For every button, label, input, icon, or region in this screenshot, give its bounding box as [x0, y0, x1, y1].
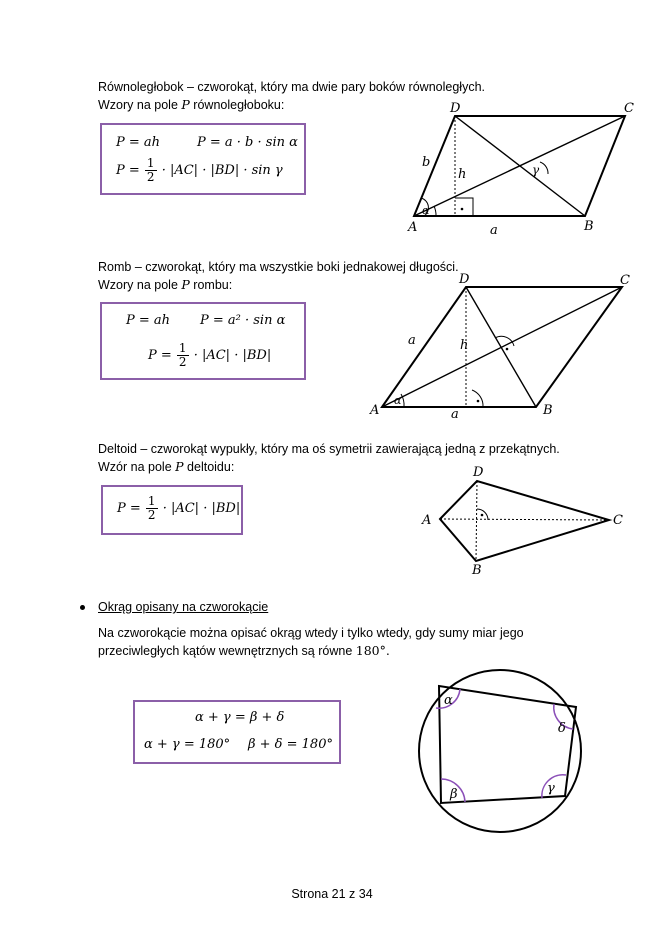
section-title: Okrąg opisany na czworokącie	[98, 600, 269, 614]
vertex-b: B	[543, 403, 553, 418]
fraction-half: $\frac{1}{2}$	[147, 494, 156, 522]
formula-area-diagonals: P = $\frac{1}{2}$ · |AC| · |BD|	[148, 341, 272, 369]
vertex-c: C	[613, 513, 623, 528]
vertex-c: C	[624, 101, 634, 116]
vertex-a: A	[422, 513, 432, 528]
fraction-half: $\frac{1}{2}$	[146, 156, 155, 184]
rhombus-diagram	[366, 270, 636, 425]
vertex-b: B	[472, 563, 482, 578]
vertex-d: D	[450, 101, 461, 116]
vertex-d: D	[473, 465, 484, 480]
height-label: h	[460, 338, 469, 353]
parallelogram-formula-box	[100, 123, 306, 195]
cyclic-condition-line2: przeciwległych kątów wewnętrznych są równe 180°.	[98, 643, 390, 658]
side-a-label: a	[490, 223, 498, 238]
vertex-d: D	[459, 272, 470, 287]
vertex-a: A	[370, 403, 380, 418]
vertex-a: A	[408, 220, 418, 235]
formula-area-diagonals: P = $\frac{1}{2}$ · |AC| · |BD|	[117, 494, 241, 522]
vertex-c: C	[620, 273, 630, 288]
angle-alpha-label: α	[394, 394, 402, 407]
formula-angle-sums-equal: α + γ = β + δ	[195, 710, 285, 725]
formula-area-ab-sin: P = a · b · sin α	[197, 135, 298, 150]
kite-diagram	[418, 460, 630, 580]
side-a-label: a	[408, 333, 416, 348]
vertex-b: B	[584, 219, 594, 234]
angle-alpha-label: α	[444, 693, 453, 708]
kite-formula-box	[101, 485, 243, 535]
kite-intro: Wzór na pole P deltoidu:	[98, 459, 235, 474]
formula-area-a2-sin: P = a² · sin α	[200, 313, 286, 328]
formula-area-ah: P = ah	[116, 135, 161, 150]
angle-gamma-label: γ	[532, 163, 540, 177]
side-b-label: b	[422, 155, 431, 170]
height-label: h	[458, 167, 467, 182]
cyclic-quadrilateral-diagram	[410, 660, 596, 840]
angle-beta-label: β	[450, 787, 458, 802]
page-number: Strona 21 z 34	[291, 887, 373, 901]
formula-area-diagonals: P = $\frac{1}{2}$ · |AC| · |BD| · sin γ	[116, 156, 283, 184]
base-a-label: a	[451, 407, 459, 422]
cyclic-condition-line1: Na czworokącie można opisać okrąg wtedy i tylko wtedy, gdy sumy miar jego	[98, 626, 524, 640]
rhombus-definition: Romb – czworokąt, który ma wszystkie boki jednakowej długości.	[98, 260, 459, 274]
kite-definition: Deltoid – czworokąt wypukły, który ma oś symetrii zawierającą jedną z przekątnych.	[98, 442, 560, 456]
rhombus-formula-box	[100, 302, 306, 380]
cyclic-formula-box	[133, 700, 341, 764]
formula-area-ah: P = ah	[126, 313, 171, 328]
angle-gamma-label: γ	[547, 781, 555, 796]
angle-delta-label: δ	[558, 721, 566, 736]
fraction-half: $\frac{1}{2}$	[178, 341, 187, 369]
angle-alpha-label: α	[422, 204, 430, 217]
parallelogram-definition: Równoległobok – czworokąt, który ma dwie pary boków równoległych.	[98, 80, 485, 94]
parallelogram-diagram	[400, 98, 640, 240]
formula-alpha-gamma-180: α + γ = 180°	[144, 737, 231, 752]
rhombus-intro: Wzory na pole P rombu:	[98, 277, 233, 292]
formula-beta-delta-180: β + δ = 180°	[248, 737, 333, 752]
bullet-point	[80, 605, 85, 610]
parallelogram-intro: Wzory na pole P równoległoboku:	[98, 97, 285, 112]
